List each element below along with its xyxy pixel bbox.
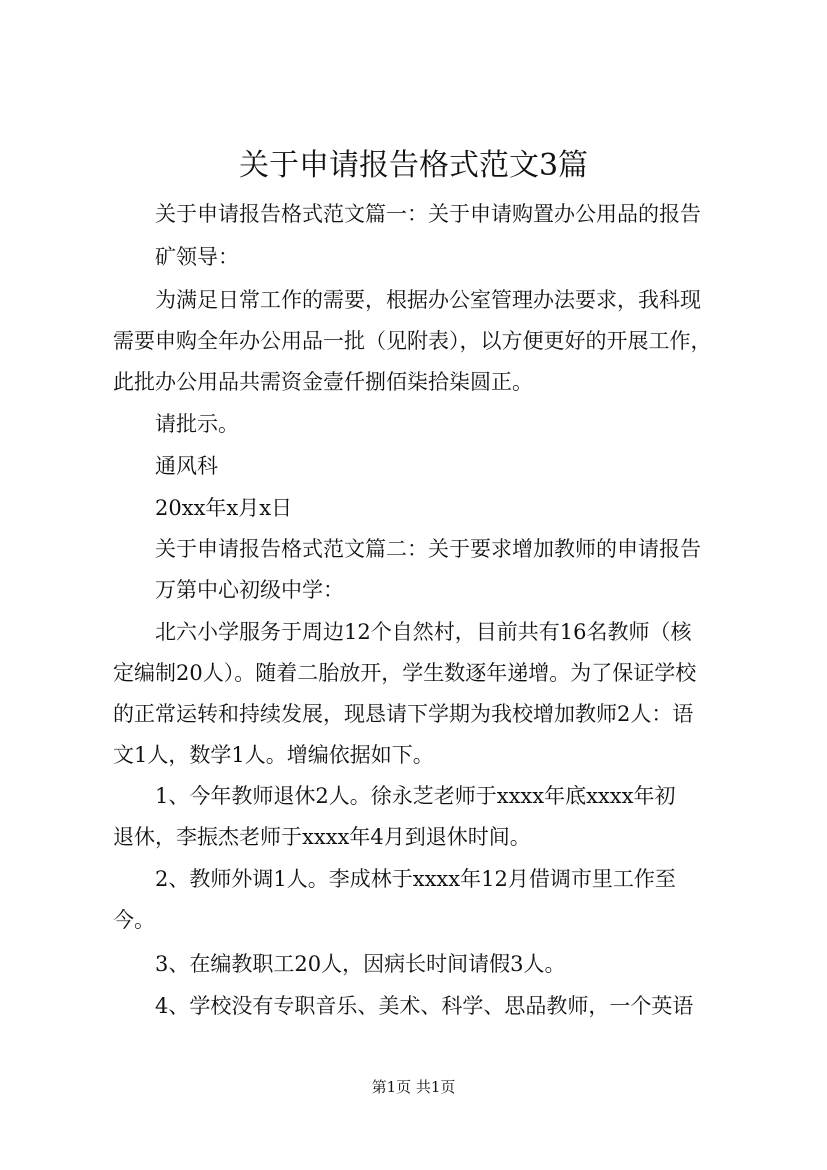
paragraph-line: 此批办公用品共需资金壹仟捌佰柒拾柒圆正。 <box>113 370 533 394</box>
salutation-2: 万第中心初级中学： <box>155 578 344 602</box>
list-item-3: 3、在编教职工20人，因病长时间请假3人。 <box>155 952 566 976</box>
page-footer: 第1页 共1页 <box>371 1078 456 1096</box>
document-title: 关于申请报告格式范文3篇 <box>238 148 589 183</box>
section-heading-1: 关于申请报告格式范文篇一：关于申请购置办公用品的报告 <box>155 202 701 226</box>
paragraph-line: 定编制20人）。随着二胎放开，学生数逐年递增。为了保证学校 <box>113 661 697 685</box>
section-heading-2: 关于申请报告格式范文篇二：关于要求增加教师的申请报告 <box>155 537 701 561</box>
salutation-1: 矿领导： <box>155 245 239 269</box>
list-item-4: 4、学校没有专职音乐、美术、科学、思品教师，一个英语 <box>155 994 694 1018</box>
list-item-2: 2、教师外调1人。李成林于xxxx年12月借调市里工作至 <box>155 867 676 891</box>
list-item-1: 1、今年教师退休2人。徐永芝老师于xxxx年底xxxx年初 <box>155 784 676 808</box>
signature-date: 20xx年x月x日 <box>155 496 293 520</box>
signature-dept: 通风科 <box>155 454 218 478</box>
paragraph-line: 需要申购全年办公用品一批（见附表），以方便更好的开展工作， <box>113 329 712 353</box>
list-item-1-cont: 退休，李振杰老师于xxxx年4月到退休时间。 <box>113 825 531 849</box>
paragraph-line: 为满足日常工作的需要，根据办公室管理办法要求，我科现 <box>155 288 701 312</box>
request-line: 请批示。 <box>155 412 239 436</box>
list-item-2-cont: 今。 <box>113 908 155 932</box>
paragraph-line: 文1人，数学1人。增编依据如下。 <box>113 743 434 767</box>
paragraph-line: 北六小学服务于周边12个自然村，目前共有16名教师（核 <box>155 620 692 644</box>
paragraph-line: 的正常运转和持续发展，现恳请下学期为我校增加教师2人：语 <box>113 702 694 726</box>
